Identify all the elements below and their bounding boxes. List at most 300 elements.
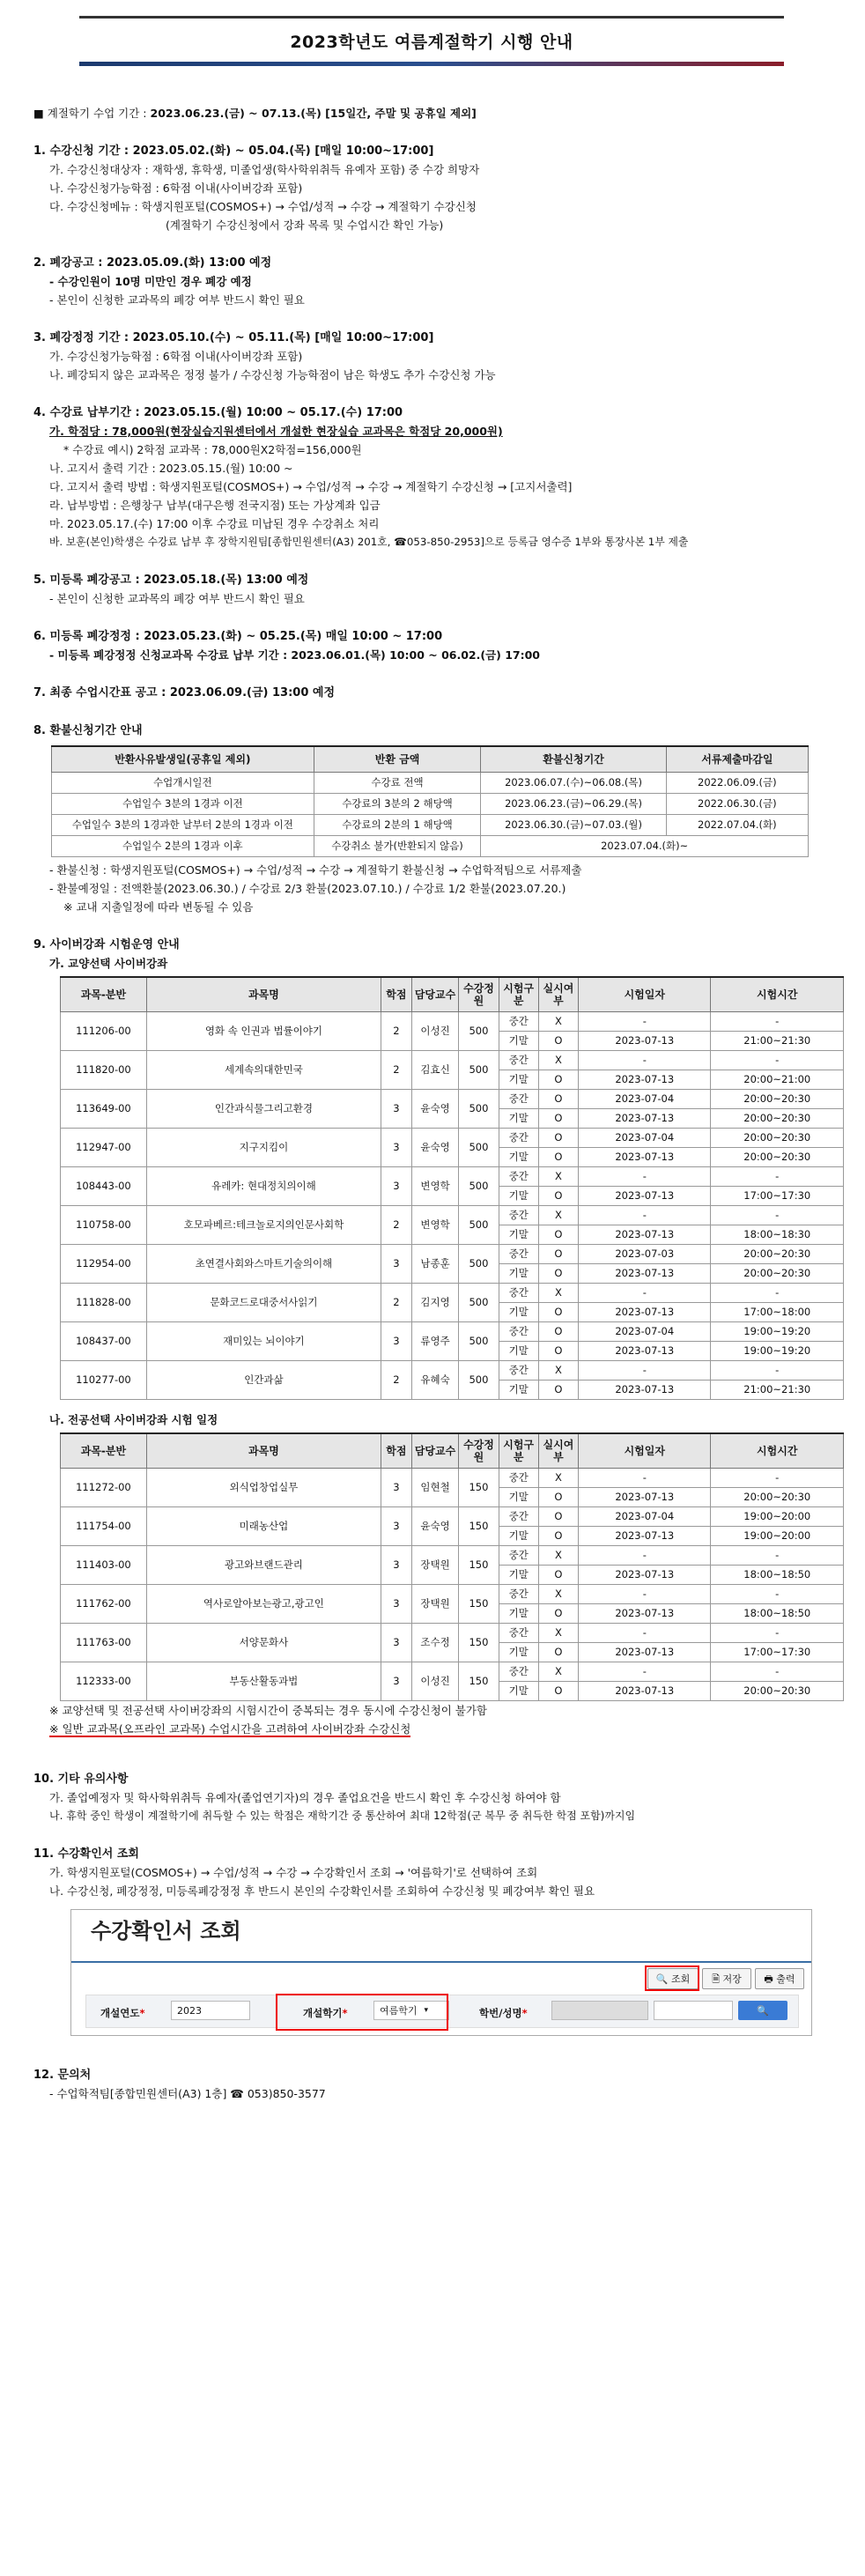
exam-cell: 2023-07-04 xyxy=(579,1507,711,1527)
refund-cell: 수업일수 2분의 1경과 이후 xyxy=(52,836,314,857)
exam-cell: 중간 xyxy=(499,1206,538,1225)
exam-cell: - xyxy=(711,1546,844,1566)
refund-cell: 2022.06.30.(금) xyxy=(666,794,808,815)
exam-cell: O xyxy=(538,1527,578,1546)
exam-cell: 20:00~20:30 xyxy=(711,1682,844,1701)
course-prof: 류영주 xyxy=(411,1322,459,1361)
exam-cell: O xyxy=(538,1245,578,1264)
course-name: 미래농산업 xyxy=(146,1507,381,1546)
exam-cell: 17:00~18:00 xyxy=(711,1303,844,1322)
subsection-heading: 가. 교양선택 사이버강좌 xyxy=(49,957,168,970)
course-col-header: 시험시간 xyxy=(711,1433,844,1469)
refund-cell: 수업일수 3분의 1경과한 날부터 2분의 1경과 이전 xyxy=(52,815,314,836)
liberal-cyber-table xyxy=(60,976,844,1400)
student-name-input[interactable] xyxy=(654,2001,733,2020)
tuition-rate: 가. 학점당 : 78,000원(현장실습지원센터에서 개설한 현장실습 교과목은 학점당 20,000원) xyxy=(49,425,503,438)
course-prof: 변영학 xyxy=(411,1167,459,1206)
course-cap: 500 xyxy=(459,1012,499,1051)
course-cap: 500 xyxy=(459,1051,499,1090)
exam-cell: 중간 xyxy=(499,1662,538,1682)
exam-cell: 중간 xyxy=(499,1245,538,1264)
exam-cell: 2023-07-13 xyxy=(579,1527,711,1546)
section-4 xyxy=(33,403,835,551)
term-label-wrap: 개설학기* xyxy=(303,2007,348,2019)
save-button[interactable]: 🗎 저장 xyxy=(702,1968,751,1989)
course-code: 111754-00 xyxy=(61,1507,147,1546)
section-item: 라. 납부방법 : 은행창구 납부(대구은행 전국지점) 또는 가상계좌 입금 xyxy=(49,499,381,512)
course-cap: 500 xyxy=(459,1167,499,1206)
section-9 xyxy=(33,936,835,1738)
exam-cell: 19:00~19:20 xyxy=(711,1342,844,1361)
exam-cell: O xyxy=(538,1090,578,1109)
course-col-header: 실시여부 xyxy=(538,1433,578,1469)
exam-cell: 20:00~20:30 xyxy=(711,1090,844,1109)
course-cap: 150 xyxy=(459,1546,499,1585)
exam-cell: 기말 xyxy=(499,1070,538,1090)
course-credit: 3 xyxy=(381,1322,412,1361)
course-cap: 500 xyxy=(459,1090,499,1129)
exam-cell: 2023-07-13 xyxy=(579,1109,711,1129)
course-row xyxy=(61,1012,844,1032)
exam-cell: - xyxy=(579,1546,711,1566)
exam-cell: 2023-07-13 xyxy=(579,1264,711,1284)
course-col-header: 과목-분반 xyxy=(61,1433,147,1469)
section-item: 가. 수강신청대상자 : 재학생, 휴학생, 미졸업생(학사학위취득 유예자 포함) 중 수강 희망자 xyxy=(49,163,480,176)
cyber-note-highlight xyxy=(33,1720,835,1738)
exam-cell: 17:00~17:30 xyxy=(711,1187,844,1206)
exam-cell: 기말 xyxy=(499,1527,538,1546)
exam-cell: 20:00~20:30 xyxy=(711,1148,844,1167)
exam-cell: 기말 xyxy=(499,1187,538,1206)
course-cap: 500 xyxy=(459,1322,499,1361)
section-heading: 9. 사이버강좌 시험운영 안내 xyxy=(33,938,180,951)
exam-cell: O xyxy=(538,1381,578,1400)
exam-cell: O xyxy=(538,1032,578,1051)
exam-cell: 2023-07-13 xyxy=(579,1070,711,1090)
section-7 xyxy=(33,684,835,702)
course-row xyxy=(61,1624,844,1643)
exam-cell: - xyxy=(711,1585,844,1604)
term-value: 여름학기 xyxy=(380,2004,418,2017)
screenshot-title: 수강확인서 조회 xyxy=(91,1919,241,1943)
course-prof: 윤숙영 xyxy=(411,1507,459,1546)
section-item: - 수업학적팀[종합민원센터(A3) 1층] ☎ 053)850-3577 xyxy=(49,2087,326,2100)
exam-cell: O xyxy=(538,1682,578,1701)
exam-cell: 중간 xyxy=(499,1129,538,1148)
course-credit: 3 xyxy=(381,1245,412,1284)
notice-body xyxy=(33,104,835,2122)
section-heading: 1. 수강신청 기간 : 2023.05.02.(화) ~ 05.04.(목) [매일 10:00~17:00] xyxy=(33,144,434,158)
exam-cell: - xyxy=(579,1206,711,1225)
period-value: 2023.06.23.(금) ~ 07.13.(목) [15일간, 주말 및 공휴일 제외] xyxy=(150,107,477,120)
section-8 xyxy=(33,722,835,916)
exam-cell: - xyxy=(579,1012,711,1032)
refund-row xyxy=(52,794,809,815)
exam-cell: 중간 xyxy=(499,1546,538,1566)
course-name: 지구지킴이 xyxy=(146,1129,381,1167)
search-button[interactable]: 🔍 조회 xyxy=(647,1968,699,1989)
chevron-down-icon: ▾ xyxy=(424,2005,429,2015)
course-credit: 3 xyxy=(381,1167,412,1206)
exam-cell: - xyxy=(711,1012,844,1032)
course-credit: 2 xyxy=(381,1284,412,1322)
exam-cell: 20:00~20:30 xyxy=(711,1245,844,1264)
exam-cell: X xyxy=(538,1662,578,1682)
course-code: 111206-00 xyxy=(61,1012,147,1051)
section-12 xyxy=(33,2066,835,2103)
section-item: - 본인이 신청한 교과목의 폐강 여부 반드시 확인 필요 xyxy=(49,592,305,605)
refund-cell: 수강료의 2분의 1 해당액 xyxy=(314,815,481,836)
exam-cell: - xyxy=(579,1662,711,1682)
course-credit: 3 xyxy=(381,1507,412,1546)
exam-cell: 20:00~20:30 xyxy=(711,1488,844,1507)
course-credit: 3 xyxy=(381,1090,412,1129)
page-title: 2023학년도 여름계절학기 시행 안내 xyxy=(290,32,573,52)
title-box xyxy=(79,19,784,62)
exam-cell: - xyxy=(711,1284,844,1303)
subsection-heading: 나. 전공선택 사이버강좌 시험 일정 xyxy=(49,1413,218,1426)
exam-cell: - xyxy=(711,1167,844,1187)
section-2 xyxy=(33,254,835,309)
section-item: - 환불신청 : 학생지원포털(COSMOS+) → 수업/성적 → 수강 → 계절학기 환불신청 → 수업학적팀으로 서류제출 xyxy=(49,863,582,877)
exam-cell: 2023-07-04 xyxy=(579,1129,711,1148)
exam-cell: X xyxy=(538,1167,578,1187)
course-code: 111403-00 xyxy=(61,1546,147,1585)
refund-row xyxy=(52,836,809,857)
exam-cell: 기말 xyxy=(499,1109,538,1129)
course-col-header: 담당교수 xyxy=(411,1433,459,1469)
term-highlight-box xyxy=(276,1994,448,2031)
course-row xyxy=(61,1585,844,1604)
period-label: ■ 계절학기 수업 기간 : xyxy=(33,107,151,120)
exam-cell: 중간 xyxy=(499,1469,538,1488)
course-code: 111763-00 xyxy=(61,1624,147,1662)
print-button[interactable]: 🖶 출력 xyxy=(755,1968,804,1989)
exam-cell: 2023-07-13 xyxy=(579,1187,711,1206)
course-credit: 2 xyxy=(381,1012,412,1051)
major-cyber-table xyxy=(60,1432,844,1701)
exam-cell: 21:00~21:30 xyxy=(711,1032,844,1051)
section-heading: 7. 최종 수업시간표 공고 : 2023.06.09.(금) 13:00 예정 xyxy=(33,686,336,700)
refund-cell: 2023.07.04.(화)~ xyxy=(481,836,809,857)
course-name: 인간과식물그리고환경 xyxy=(146,1090,381,1129)
exam-cell: - xyxy=(579,1469,711,1488)
section-item: - 미등록 폐강정정 신청교과목 수강료 납부 기간 : 2023.06.01.(목) 10:00 ~ 06.02.(금) 17:00 xyxy=(49,648,540,662)
section-heading: 5. 미등록 폐강공고 : 2023.05.18.(목) 13:00 예정 xyxy=(33,574,309,587)
section-item: 마. 2023.05.17.(수) 17:00 이후 수강료 미납된 경우 수강취소 처리 xyxy=(49,517,380,530)
exam-cell: O xyxy=(538,1148,578,1167)
exam-cell: O xyxy=(538,1507,578,1527)
refund-cell: 2023.06.23.(금)~06.29.(목) xyxy=(481,794,666,815)
course-cap: 150 xyxy=(459,1507,499,1546)
exam-cell: 2023-07-04 xyxy=(579,1322,711,1342)
course-header-row xyxy=(61,1433,844,1469)
course-prof: 윤숙영 xyxy=(411,1129,459,1167)
refund-cell: 2022.07.04.(화) xyxy=(666,815,808,836)
course-col-header: 담당교수 xyxy=(411,977,459,1012)
exam-cell: 2023-07-13 xyxy=(579,1342,711,1361)
exam-cell: 중간 xyxy=(499,1167,538,1187)
exam-cell: 2023-07-13 xyxy=(579,1682,711,1701)
section-item: 다. 고지서 출력 방법 : 학생지원포털(COSMOS+) → 수업/성적 → 수강 → 계절학기 수강신청 → [고지서출력] xyxy=(49,480,573,493)
section-item: 나. 휴학 중인 학생이 계절학기에 취득할 수 있는 학점은 재학기간 중 통산하여 최대 12학점(군 복무 중 취득한 학점 포함)까지임 xyxy=(49,1810,636,1822)
exam-cell: 2023-07-13 xyxy=(579,1225,711,1245)
exam-cell: 20:00~20:30 xyxy=(711,1109,844,1129)
course-prof: 장택원 xyxy=(411,1585,459,1624)
exam-cell: O xyxy=(538,1566,578,1585)
course-prof: 이성진 xyxy=(411,1012,459,1051)
section-item: 나. 폐강되지 않은 교과목은 정정 불가 / 수강신청 가능학점이 남은 학생도 추가 수강신청 가능 xyxy=(49,368,496,381)
exam-cell: 17:00~17:30 xyxy=(711,1643,844,1662)
exam-cell: 기말 xyxy=(499,1643,538,1662)
exam-cell: 기말 xyxy=(499,1342,538,1361)
course-name: 영화 속 인권과 법률이야기 xyxy=(146,1012,381,1051)
course-name: 서양문화사 xyxy=(146,1624,381,1662)
course-col-header: 실시여부 xyxy=(538,977,578,1012)
course-code: 108437-00 xyxy=(61,1322,147,1361)
course-row xyxy=(61,1662,844,1682)
highlighted-note: ※ 일반 교과목(오프라인 교과목) 수업시간을 고려하여 사이버강좌 수강신청 xyxy=(49,1722,411,1736)
exam-cell: 기말 xyxy=(499,1303,538,1322)
student-id-input[interactable] xyxy=(551,2001,648,2020)
exam-cell: - xyxy=(711,1361,844,1381)
section-item: (계절학기 수강신청에서 강좌 목록 및 수업시간 확인 가능) xyxy=(166,218,444,232)
course-name: 부동산활동과법 xyxy=(146,1662,381,1701)
refund-cell: 수강취소 불가(반환되지 않음) xyxy=(314,836,481,857)
course-code: 111828-00 xyxy=(61,1284,147,1322)
search-icon[interactable]: 🔍 xyxy=(738,2001,787,2020)
exam-cell: 2023-07-13 xyxy=(579,1381,711,1400)
refund-cell: 2022.06.09.(금) xyxy=(666,773,808,794)
course-credit: 3 xyxy=(381,1129,412,1167)
exam-cell: 중간 xyxy=(499,1585,538,1604)
course-code: 112333-00 xyxy=(61,1662,147,1701)
course-row xyxy=(61,1206,844,1225)
course-credit: 2 xyxy=(381,1361,412,1400)
course-col-header: 학점 xyxy=(381,1433,412,1469)
section-1 xyxy=(33,142,835,234)
exam-cell: X xyxy=(538,1361,578,1381)
exam-cell: X xyxy=(538,1469,578,1488)
course-prof: 김효신 xyxy=(411,1051,459,1090)
course-name: 인간과삶 xyxy=(146,1361,381,1400)
exam-cell: - xyxy=(711,1662,844,1682)
course-prof: 유혜숙 xyxy=(411,1361,459,1400)
section-heading: 12. 문의처 xyxy=(33,2069,92,2082)
refund-cell: 2023.06.30.(금)~07.03.(월) xyxy=(481,815,666,836)
course-name: 광고와브랜드관리 xyxy=(146,1546,381,1585)
exam-cell: 중간 xyxy=(499,1624,538,1643)
course-prof: 김지영 xyxy=(411,1284,459,1322)
course-name: 재미있는 뇌이야기 xyxy=(146,1322,381,1361)
course-row xyxy=(61,1469,844,1488)
exam-cell: O xyxy=(538,1488,578,1507)
section-item: 다. 수강신청메뉴 : 학생지원포털(COSMOS+) → 수업/성적 → 수강 → 계절학기 수강신청 xyxy=(49,200,477,213)
exam-cell: - xyxy=(579,1284,711,1303)
course-credit: 3 xyxy=(381,1469,412,1507)
course-name: 세계속의대한민국 xyxy=(146,1051,381,1090)
exam-cell: 19:00~20:00 xyxy=(711,1507,844,1527)
course-code: 110277-00 xyxy=(61,1361,147,1400)
exam-cell: 19:00~19:20 xyxy=(711,1322,844,1342)
section-10 xyxy=(33,1770,835,1825)
course-code: 113649-00 xyxy=(61,1090,147,1129)
course-prof: 변영학 xyxy=(411,1206,459,1245)
section-6 xyxy=(33,627,835,664)
exam-cell: X xyxy=(538,1051,578,1070)
course-cap: 150 xyxy=(459,1585,499,1624)
course-col-header: 과목명 xyxy=(146,977,381,1012)
exam-cell: 중간 xyxy=(499,1284,538,1303)
course-prof: 임현철 xyxy=(411,1469,459,1507)
section-item: 가. 학생지원포털(COSMOS+) → 수업/성적 → 수강 → 수강확인서 조회 → '여름학기'로 선택하여 조회 xyxy=(49,1866,538,1879)
period-line xyxy=(33,104,835,122)
course-code: 108443-00 xyxy=(61,1167,147,1206)
exam-cell: O xyxy=(538,1303,578,1322)
refund-cell: 수업일수 3분의 1경과 이전 xyxy=(52,794,314,815)
exam-cell: 2023-07-13 xyxy=(579,1303,711,1322)
course-col-header: 학점 xyxy=(381,977,412,1012)
course-cap: 500 xyxy=(459,1361,499,1400)
section-item: ※ 교양선택 및 전공선택 사이버강좌의 시험시간이 중복되는 경우 동시에 수강신청이 불가함 xyxy=(49,1704,487,1717)
section-item: 나. 수강신청가능학점 : 6학점 이내(사이버강좌 포함) xyxy=(49,181,303,195)
exam-cell: 기말 xyxy=(499,1264,538,1284)
course-cap: 500 xyxy=(459,1206,499,1245)
course-name: 초연결사회와스마트기술의이해 xyxy=(146,1245,381,1284)
course-code: 111272-00 xyxy=(61,1469,147,1507)
course-cap: 150 xyxy=(459,1662,499,1701)
course-credit: 2 xyxy=(381,1051,412,1090)
refund-cell: 수강료의 3분의 2 해당액 xyxy=(314,794,481,815)
section-item: 바. 보훈(본인)학생은 수강료 납부 후 장학지원팀[종합민원센터(A3) 201호, ☎053-850-2953]으로 등록금 영수증 1부와 통장사본 1부 제출 xyxy=(49,536,689,548)
exam-cell: 20:00~21:00 xyxy=(711,1070,844,1090)
exam-cell: 2023-07-04 xyxy=(579,1090,711,1109)
section-item: 나. 수강신청, 폐강정정, 미등록폐강정정 후 반드시 본인의 수강확인서를 조회하여 수강신청 및 폐강여부 확인 필요 xyxy=(49,1884,595,1898)
course-row xyxy=(61,1284,844,1303)
section-heading: 10. 기타 유의사항 xyxy=(33,1773,129,1786)
refund-rows xyxy=(52,773,809,857)
course-col-header: 수강정원 xyxy=(459,977,499,1012)
course-col-header: 과목명 xyxy=(146,1433,381,1469)
exam-cell: 중간 xyxy=(499,1012,538,1032)
course-header-row xyxy=(61,977,844,1012)
exam-cell: X xyxy=(538,1284,578,1303)
course-cap: 500 xyxy=(459,1284,499,1322)
section-item: - 수강인원이 10명 미만인 경우 폐강 예정 xyxy=(49,275,252,288)
section-item: 나. 고지서 출력 기간 : 2023.05.15.(월) 10:00 ~ xyxy=(49,462,293,475)
exam-cell: O xyxy=(538,1187,578,1206)
exam-cell: - xyxy=(579,1051,711,1070)
exam-cell: O xyxy=(538,1264,578,1284)
exam-cell: O xyxy=(538,1322,578,1342)
course-prof: 남종훈 xyxy=(411,1245,459,1284)
search-button-highlight xyxy=(645,1965,699,1991)
section-3 xyxy=(33,329,835,384)
year-label: 개설연도 xyxy=(100,2007,140,2019)
course-prof: 윤숙영 xyxy=(411,1090,459,1129)
section-item: * 수강료 예시) 2학점 교과목 : 78,000원X2학점=156,000원 xyxy=(63,443,362,456)
course-name: 역사로알아보는광고,광고인 xyxy=(146,1585,381,1624)
course-prof: 이성진 xyxy=(411,1662,459,1701)
course-credit: 2 xyxy=(381,1206,412,1245)
exam-cell: 2023-07-13 xyxy=(579,1032,711,1051)
exam-cell: 중간 xyxy=(499,1361,538,1381)
exam-cell: 중간 xyxy=(499,1507,538,1527)
exam-cell: - xyxy=(711,1624,844,1643)
exam-cell: 2023-07-13 xyxy=(579,1643,711,1662)
refund-row xyxy=(52,815,809,836)
year-label-wrap: 개설연도* xyxy=(100,2007,145,2019)
course-col-header: 시험구분 xyxy=(499,1433,538,1469)
exam-cell: 기말 xyxy=(499,1566,538,1585)
id-label-wrap: 학번/성명* xyxy=(479,2007,528,2019)
section-5 xyxy=(33,571,835,608)
course-name: 외식업창업실무 xyxy=(146,1469,381,1507)
refund-cell: 수업개시일전 xyxy=(52,773,314,794)
section-item: ※ 교내 지출일정에 따라 변동될 수 있음 xyxy=(63,900,254,914)
year-input[interactable]: 2023 xyxy=(171,2001,250,2020)
exam-cell: - xyxy=(711,1051,844,1070)
exam-cell: 2023-07-13 xyxy=(579,1604,711,1624)
course-cap: 150 xyxy=(459,1469,499,1507)
term-label: 개설학기 xyxy=(303,2007,343,2019)
course-credit: 3 xyxy=(381,1546,412,1585)
refund-col-header: 환불신청기간 xyxy=(481,746,666,773)
exam-cell: O xyxy=(538,1643,578,1662)
exam-cell: - xyxy=(579,1361,711,1381)
exam-cell: - xyxy=(711,1206,844,1225)
course-name: 문화코드로대중서사읽기 xyxy=(146,1284,381,1322)
exam-cell: O xyxy=(538,1129,578,1148)
exam-cell: O xyxy=(538,1109,578,1129)
exam-cell: 기말 xyxy=(499,1682,538,1701)
exam-cell: 20:00~20:30 xyxy=(711,1264,844,1284)
refund-cell: 2023.06.07.(수)~06.08.(목) xyxy=(481,773,666,794)
course-cap: 500 xyxy=(459,1245,499,1284)
exam-cell: X xyxy=(538,1012,578,1032)
title-top-rule xyxy=(79,16,784,19)
exam-cell: 19:00~20:00 xyxy=(711,1527,844,1546)
course-code: 112954-00 xyxy=(61,1245,147,1284)
section-heading: 8. 환불신청기간 안내 xyxy=(33,724,143,737)
exam-cell: 중간 xyxy=(499,1090,538,1109)
course-row xyxy=(61,1090,844,1109)
exam-cell: 2023-07-03 xyxy=(579,1245,711,1264)
section-item: 가. 수강신청가능학점 : 6학점 이내(사이버강좌 포함) xyxy=(49,350,303,363)
exam-cell: - xyxy=(579,1585,711,1604)
exam-cell: 기말 xyxy=(499,1488,538,1507)
section-item: 가. 졸업예정자 및 학사학위취득 유예자(졸업연기자)의 경우 졸업요건을 반드시 확인 후 수강신청 하여야 함 xyxy=(49,1791,561,1804)
course-row xyxy=(61,1322,844,1342)
exam-cell: 기말 xyxy=(499,1381,538,1400)
course-credit: 3 xyxy=(381,1585,412,1624)
exam-cell: 18:00~18:50 xyxy=(711,1604,844,1624)
course-row xyxy=(61,1546,844,1566)
exam-cell: - xyxy=(711,1469,844,1488)
course-name: 호모파베르:테크놀로지의인문사회학 xyxy=(146,1206,381,1245)
course-code: 112947-00 xyxy=(61,1129,147,1167)
title-bottom-rule xyxy=(79,62,784,66)
course-prof: 장택원 xyxy=(411,1546,459,1585)
course-cap: 150 xyxy=(459,1624,499,1662)
exam-cell: 2023-07-13 xyxy=(579,1148,711,1167)
exam-cell: X xyxy=(538,1624,578,1643)
exam-cell: 2023-07-13 xyxy=(579,1566,711,1585)
exam-cell: O xyxy=(538,1342,578,1361)
exam-cell: 중간 xyxy=(499,1051,538,1070)
exam-cell: 18:00~18:30 xyxy=(711,1225,844,1245)
exam-cell: 기말 xyxy=(499,1148,538,1167)
